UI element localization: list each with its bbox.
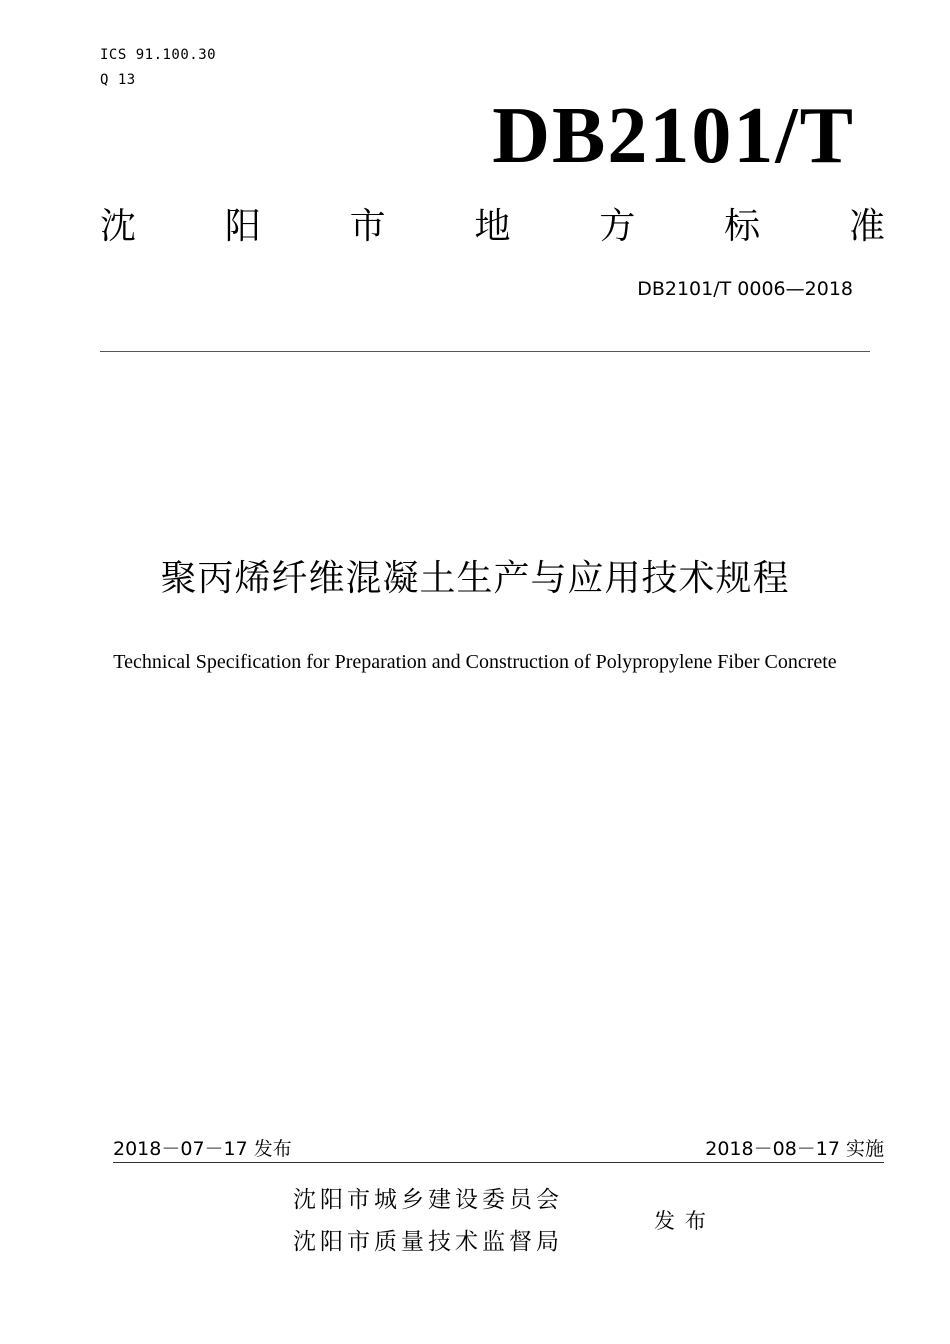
standard-type-char: 标 <box>724 206 761 247</box>
standard-type-char: 准 <box>848 206 885 247</box>
standard-type-char: 市 <box>349 206 386 247</box>
standard-type-char: 地 <box>474 206 511 247</box>
standard-code-heading: DB2101/T <box>492 92 855 180</box>
issue-date: 2018－07－17 发布 <box>113 1138 292 1160</box>
document-title-english: Technical Specification for Preparation and Construction of Polypropylene Fiber Concrete <box>113 651 837 673</box>
standard-number: DB2101/T 0006—2018 <box>637 278 853 300</box>
implementation-date: 2018－08－17 实施 <box>705 1138 884 1160</box>
document-title-chinese: 聚丙烯纤维混凝土生产与应用技术规程 <box>160 558 790 599</box>
standard-type-char: 阳 <box>224 206 261 247</box>
footer-divider <box>113 1162 884 1163</box>
header-divider <box>100 351 870 352</box>
publish-label: 发布 <box>654 1209 716 1233</box>
standard-type-heading <box>100 203 885 251</box>
ics-code: ICS 91.100.30 <box>100 47 217 63</box>
standard-type-char: 沈 <box>100 206 137 247</box>
issuer-org-construction: 沈阳市城乡建设委员会 <box>293 1187 563 1213</box>
standard-type-char: 方 <box>599 206 636 247</box>
issuer-org-quality: 沈阳市质量技术监督局 <box>293 1229 563 1255</box>
ccs-code: Q 13 <box>100 72 136 88</box>
